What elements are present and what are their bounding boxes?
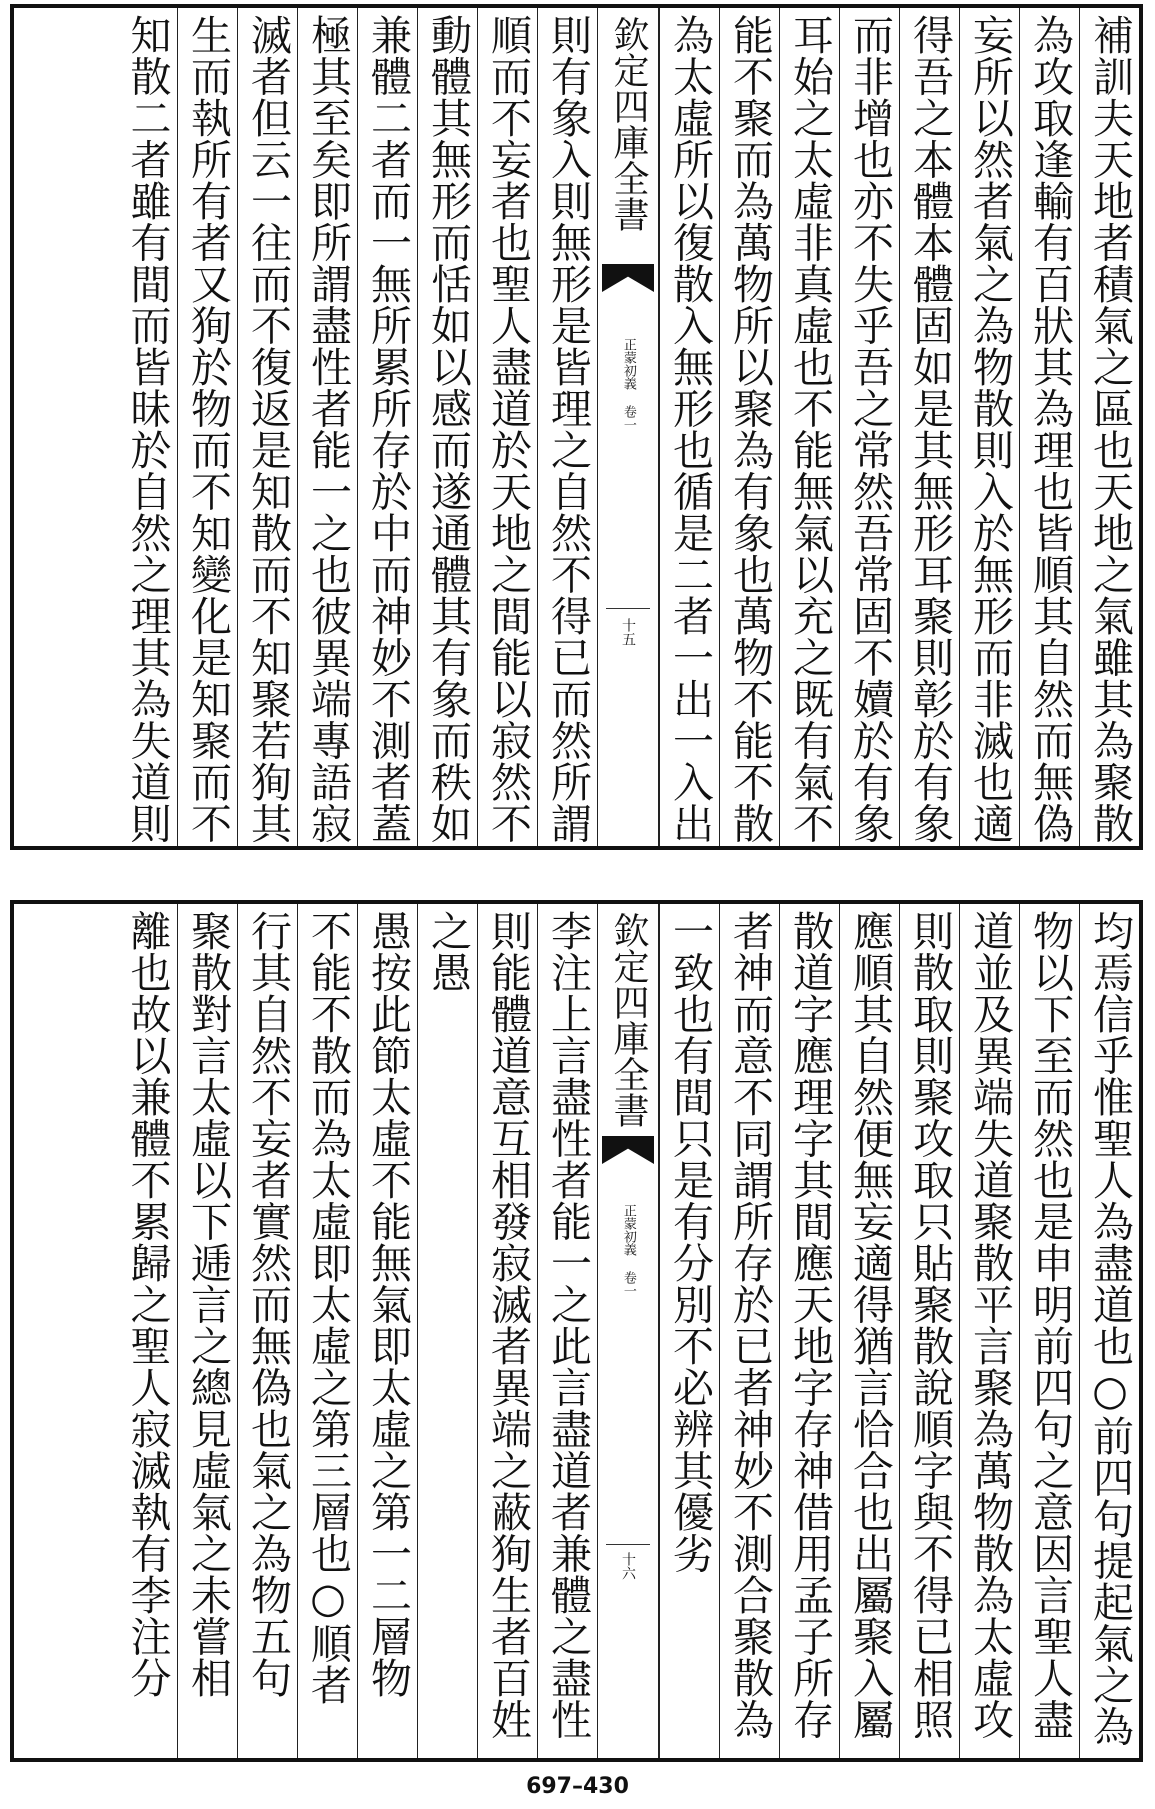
- text-column: 動體其無形而恬如以感而遂通體其有象而秩如: [417, 8, 477, 846]
- center-spine: [597, 8, 659, 846]
- text-column: 應順其自然便無妄適得猶言恰合也出屬聚入屬: [839, 904, 899, 1758]
- text-column: 而非增也亦不失乎吾之常然吾常固不嬻於有象: [839, 8, 899, 846]
- juan-label: 卷一: [620, 405, 636, 431]
- text-column: 知散二者雖有間而皆昧於自然之理其為失道則: [123, 14, 172, 844]
- spine-rule: [606, 608, 650, 609]
- text-column: 能不聚而為萬物所以聚為有象也萬物不能不散: [719, 8, 779, 846]
- text-column: 不能不散而為太虛即太虛之第三層也○順者: [297, 904, 357, 1758]
- volume-label: [621, 338, 635, 431]
- text-column: 李注上言盡性者能一之此言盡道者兼體之盡性: [537, 904, 597, 1758]
- text-column: 生而執所有者又狥於物而不知變化是知聚而不: [177, 8, 237, 846]
- fish-tail-mark-icon: [602, 1136, 654, 1164]
- text-column: 離也故以兼體不累歸之聖人寂滅執有李注分: [123, 910, 172, 1699]
- text-column: 則有象入則無形是皆理之自然不得已而然所謂: [537, 8, 597, 846]
- lower-page: [10, 900, 1143, 1762]
- text-column: 為太虛所以復散入無形也循是二者一出一入出: [659, 8, 719, 846]
- text-column: 得吾之本體本體固如是其無形耳聚則彰於有象: [899, 8, 959, 846]
- fish-tail-mark-icon: [602, 264, 654, 292]
- text-column: 為攻取逢輸有百狀其為理也皆順其自然而無偽: [1019, 8, 1079, 846]
- text-column: 兼體二者而一無所累所存於中而神妙不測者蓋: [357, 8, 417, 846]
- text-column: 之愚: [417, 904, 477, 1758]
- leaf-number: 十五: [620, 618, 636, 646]
- text-column: 物以下至而然也是申明前四句之意因言聖人盡: [1019, 904, 1079, 1758]
- text-column: 極其至矣即所謂盡性者能一之也彼異端專語寂: [297, 8, 357, 846]
- book-title: 欽定四庫全書: [608, 912, 649, 1128]
- text-column: 則散取則聚攻取只貼聚散說順字與不得已相照: [899, 904, 959, 1758]
- spine-rule: [606, 1544, 650, 1545]
- text-column: 順而不妄者也聖人盡道於天地之間能以寂然不: [477, 8, 537, 846]
- text-column: 者神而意不同謂所存於已者神妙不測合聚散為: [719, 904, 779, 1758]
- work-title: 正蒙初義: [620, 338, 636, 390]
- work-title: 正蒙初義: [620, 1204, 636, 1256]
- text-column: 道並及異端失道聚散平言聚為萬物散為太虛攻: [959, 904, 1019, 1758]
- text-column: 補訓夫天地者積氣之區也天地之氣雖其為聚散: [1079, 8, 1139, 846]
- leaf-number: 十六: [620, 1552, 636, 1580]
- book-title: 欽定四庫全書: [608, 16, 649, 232]
- upper-page: [10, 4, 1143, 850]
- text-column: 行其自然不妄者實然而無偽也氣之為物五句: [237, 904, 297, 1758]
- text-column: 妄所以然者氣之為物散則入於無形而非滅也適: [959, 8, 1019, 846]
- text-column: 均焉信乎惟聖人為盡道也○前四句提起氣之為: [1079, 904, 1139, 1758]
- folio-number: 697–430: [526, 1774, 629, 1799]
- text-column: 一致也有間只是有分別不必辨其優劣: [659, 904, 719, 1758]
- text-column: 聚散對言太虛以下逓言之總見虛氣之未嘗相: [177, 904, 237, 1758]
- volume-label: [621, 1204, 635, 1297]
- upper-page-columns: [14, 8, 1139, 846]
- lower-page-columns: [14, 904, 1139, 1758]
- text-column: 滅者但云一往而不復返是知散而不知聚若狥其: [237, 8, 297, 846]
- juan-label: 卷一: [620, 1271, 636, 1297]
- text-column: 則能體道意互相發寂滅者異端之蔽狥生者百姓: [477, 904, 537, 1758]
- text-column: 散道字應理字其間應天地字存神借用孟子所存: [779, 904, 839, 1758]
- text-column: 愚按此節太虛不能無氣即太虛之第一二層物: [357, 904, 417, 1758]
- center-spine: [597, 904, 659, 1758]
- text-column: 耳始之太虛非真虛也不能無氣以充之既有氣不: [779, 8, 839, 846]
